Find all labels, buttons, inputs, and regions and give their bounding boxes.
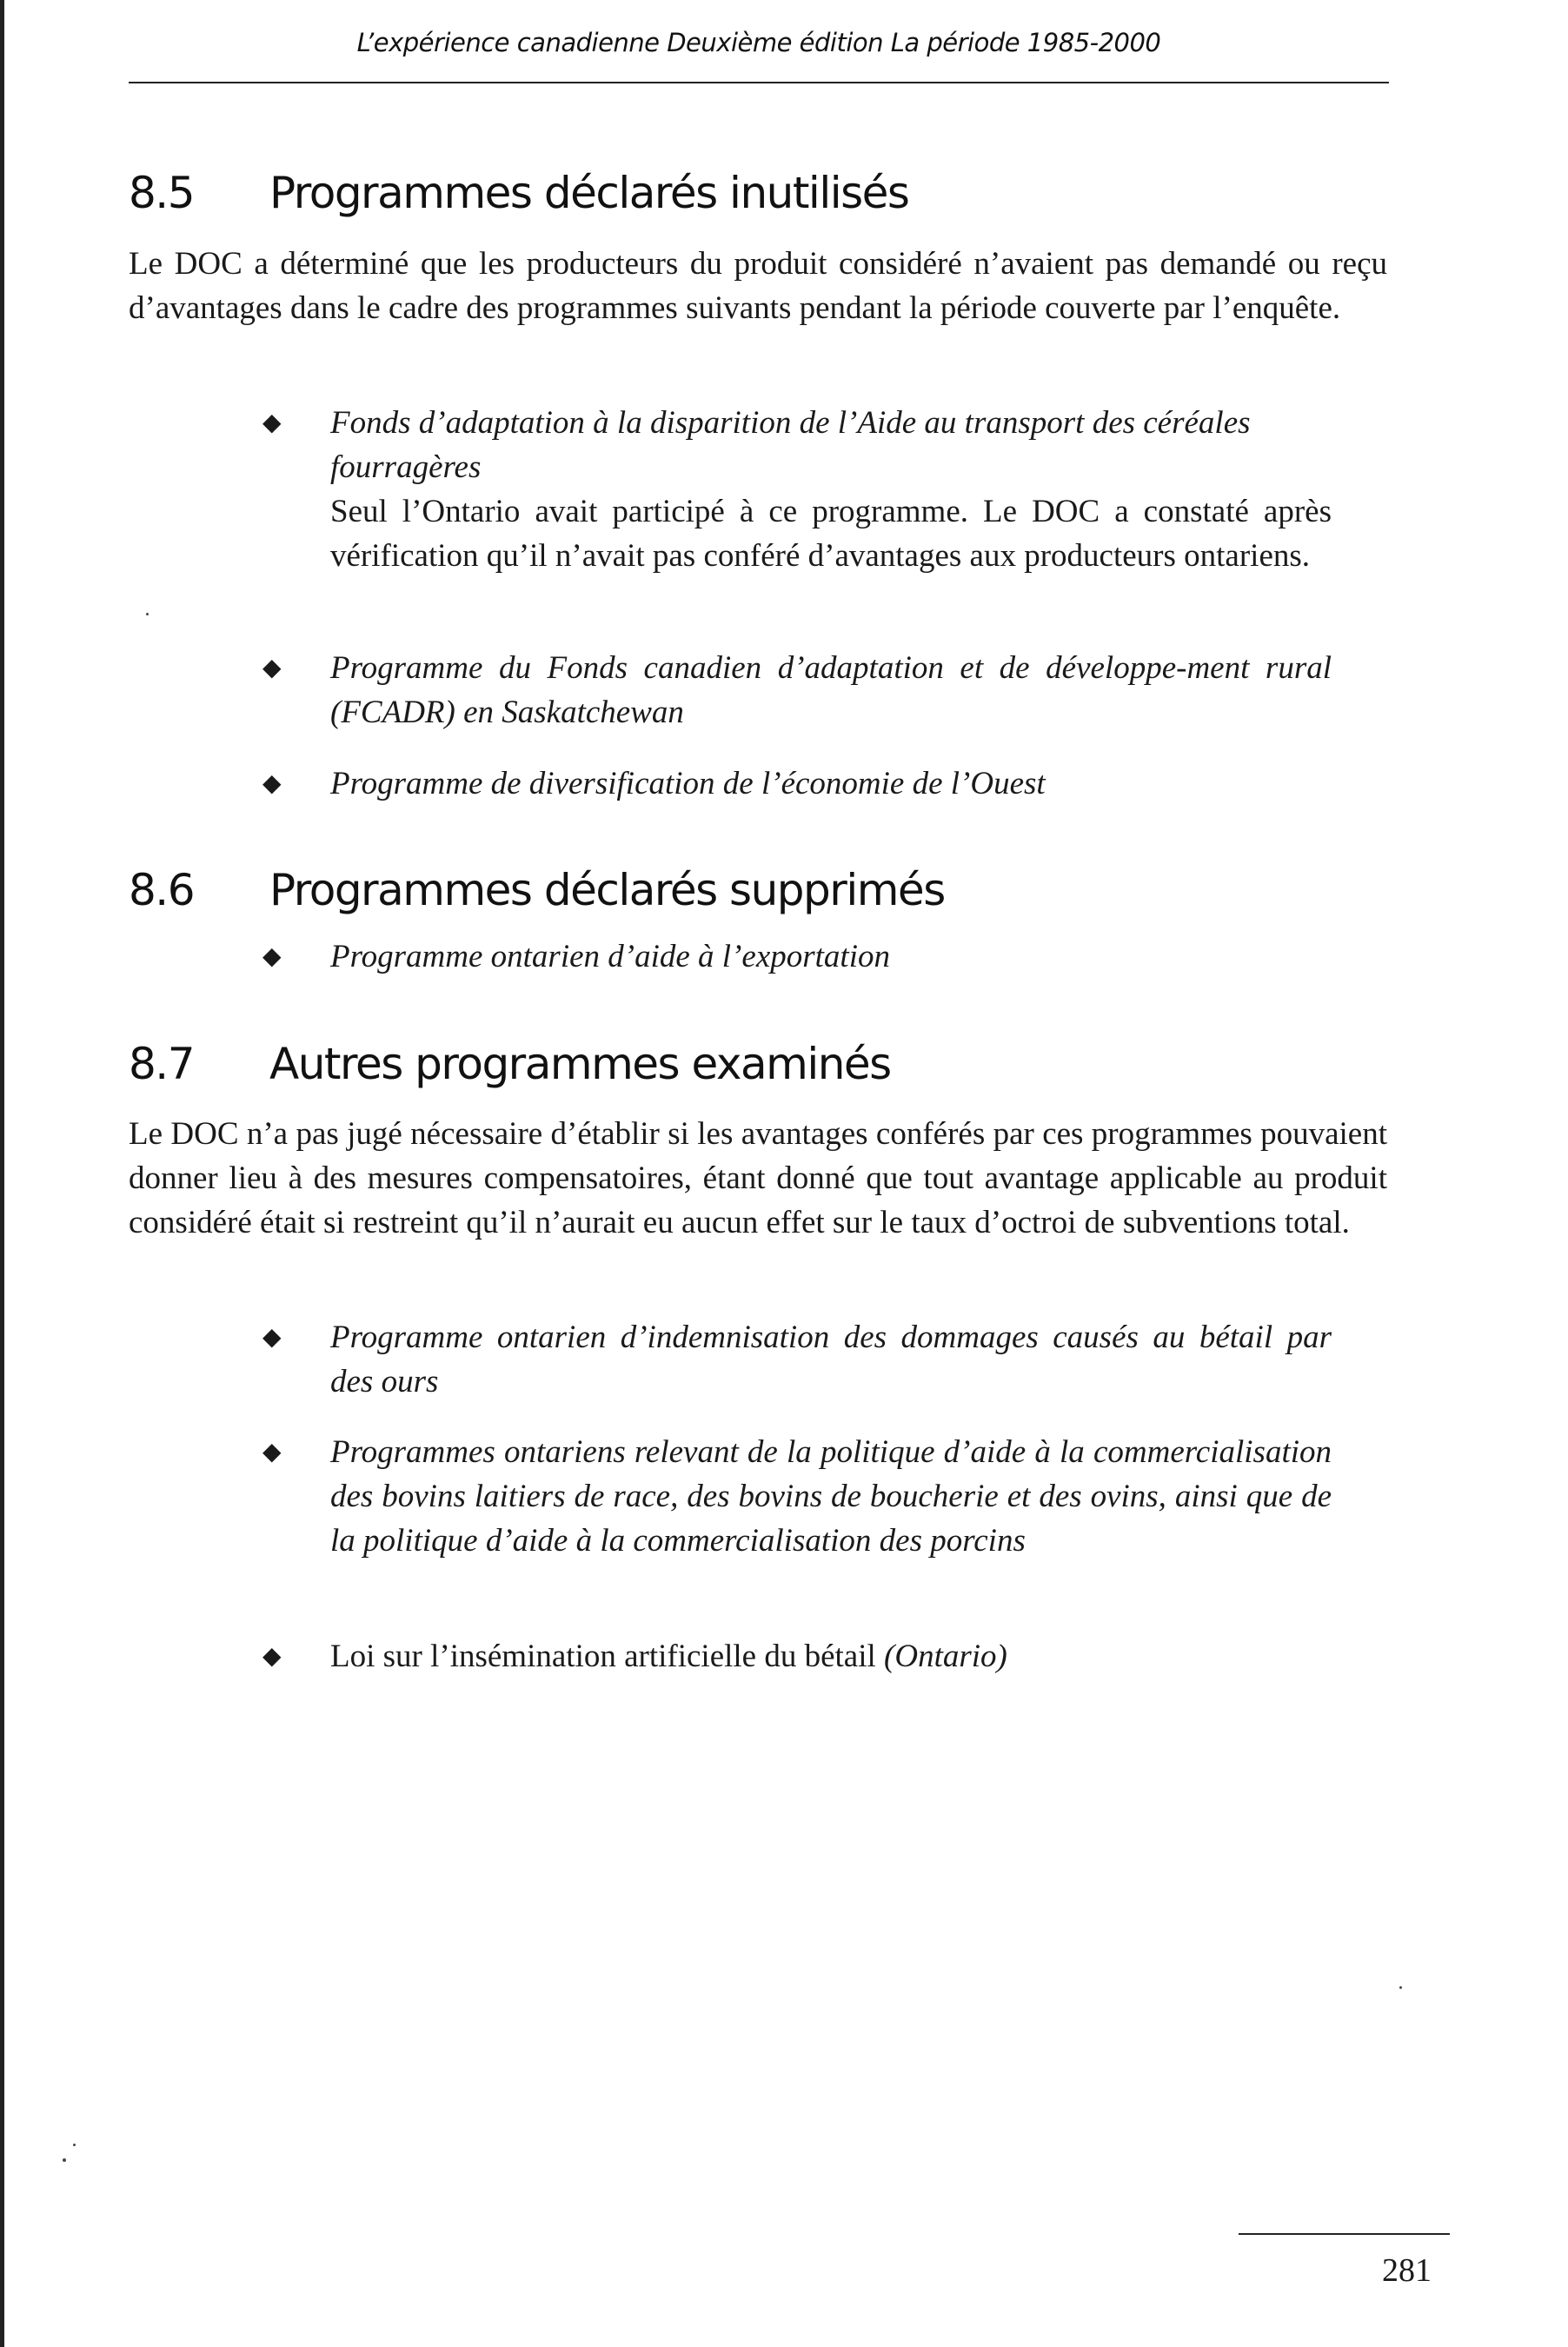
running-header: L’expérience canadienne Deuxième édition La période 1985-2000	[356, 28, 1161, 57]
section-heading-8-7	[129, 1038, 891, 1090]
program-province: (Ontario)	[884, 1639, 1007, 1674]
list-item	[262, 761, 1332, 806]
scan-speck	[146, 613, 149, 615]
section-number: 8.5	[129, 168, 195, 218]
bullet-icon: ◆	[262, 1643, 282, 1670]
section-number: 8.7	[129, 1039, 195, 1089]
bullet-icon: ◆	[262, 770, 282, 797]
bullet-icon: ◆	[262, 1439, 282, 1466]
list-item	[262, 646, 1332, 735]
list-item	[262, 401, 1332, 578]
section-paragraph: Le DOC a déterminé que les producteurs du produit considéré n’avaient pas demandé ou reçu d’avantages dans le cadre des programmes suivants pendant la période couverte par l’enquête.	[129, 246, 1387, 326]
section-title: Programmes déclarés supprimés	[269, 865, 945, 915]
bullet-icon: ◆	[262, 655, 282, 681]
scan-speck	[63, 2158, 66, 2162]
program-title: Fonds d’adaptation à la disparition de l’Aide au transport des céréales fourragères	[330, 405, 1251, 485]
page-number: 281	[1382, 2252, 1432, 2289]
program-title: Programme ontarien d’aide à l’exportation	[330, 939, 890, 974]
program-note: Seul l’Ontario avait participé à ce programme. Le DOC a constaté après vérification qu’il n’avait pas conféré d’avantages aux producteurs ontariens.	[330, 494, 1332, 574]
footer-rule	[1239, 2233, 1450, 2235]
program-title: Programme de diversification de l’économie de l’Ouest	[330, 766, 1046, 801]
section-heading-8-5	[129, 167, 908, 219]
scan-speck	[1399, 1986, 1402, 1989]
section-number: 8.6	[129, 865, 195, 915]
program-title: Programmes ontariens relevant de la politique d’aide à la commercialisation des bovins laitiers de race, des bovins de boucherie et des ovins, ainsi que de la politique d’aide à la commercialisation des porcins	[330, 1434, 1332, 1559]
program-title: Loi sur l’insémination artificielle du bétail	[330, 1639, 876, 1674]
list-item	[262, 1430, 1332, 1563]
bullet-icon: ◆	[262, 943, 282, 970]
list-item	[262, 1315, 1332, 1404]
header-rule	[129, 82, 1389, 83]
list-item	[262, 1634, 1332, 1679]
bullet-icon: ◆	[262, 409, 282, 436]
program-title: Programme ontarien d’indemnisation des dommages causés au bétail par des ours	[330, 1320, 1332, 1400]
section-heading-8-6	[129, 864, 945, 916]
section-paragraph: Le DOC n’a pas jugé nécessaire d’établir si les avantages conférés par ces programmes pouvaient donner lieu à des mesures compensatoires, étant donné que tout avantage applicable au produit considéré était si restreint qu’il n’aurait eu aucun effet sur le taux d’octroi de subventions total.	[129, 1116, 1387, 1240]
page-edge-rule	[0, 0, 4, 2347]
bullet-icon: ◆	[262, 1324, 282, 1351]
scan-speck	[73, 2144, 76, 2146]
section-title: Programmes déclarés inutilisés	[269, 168, 909, 218]
list-item	[262, 934, 1332, 979]
section-title: Autres programmes examinés	[269, 1039, 891, 1089]
program-title: Programme du Fonds canadien d’adaptation et de développe-ment rural (FCADR) en Saskatchewan	[330, 650, 1332, 730]
